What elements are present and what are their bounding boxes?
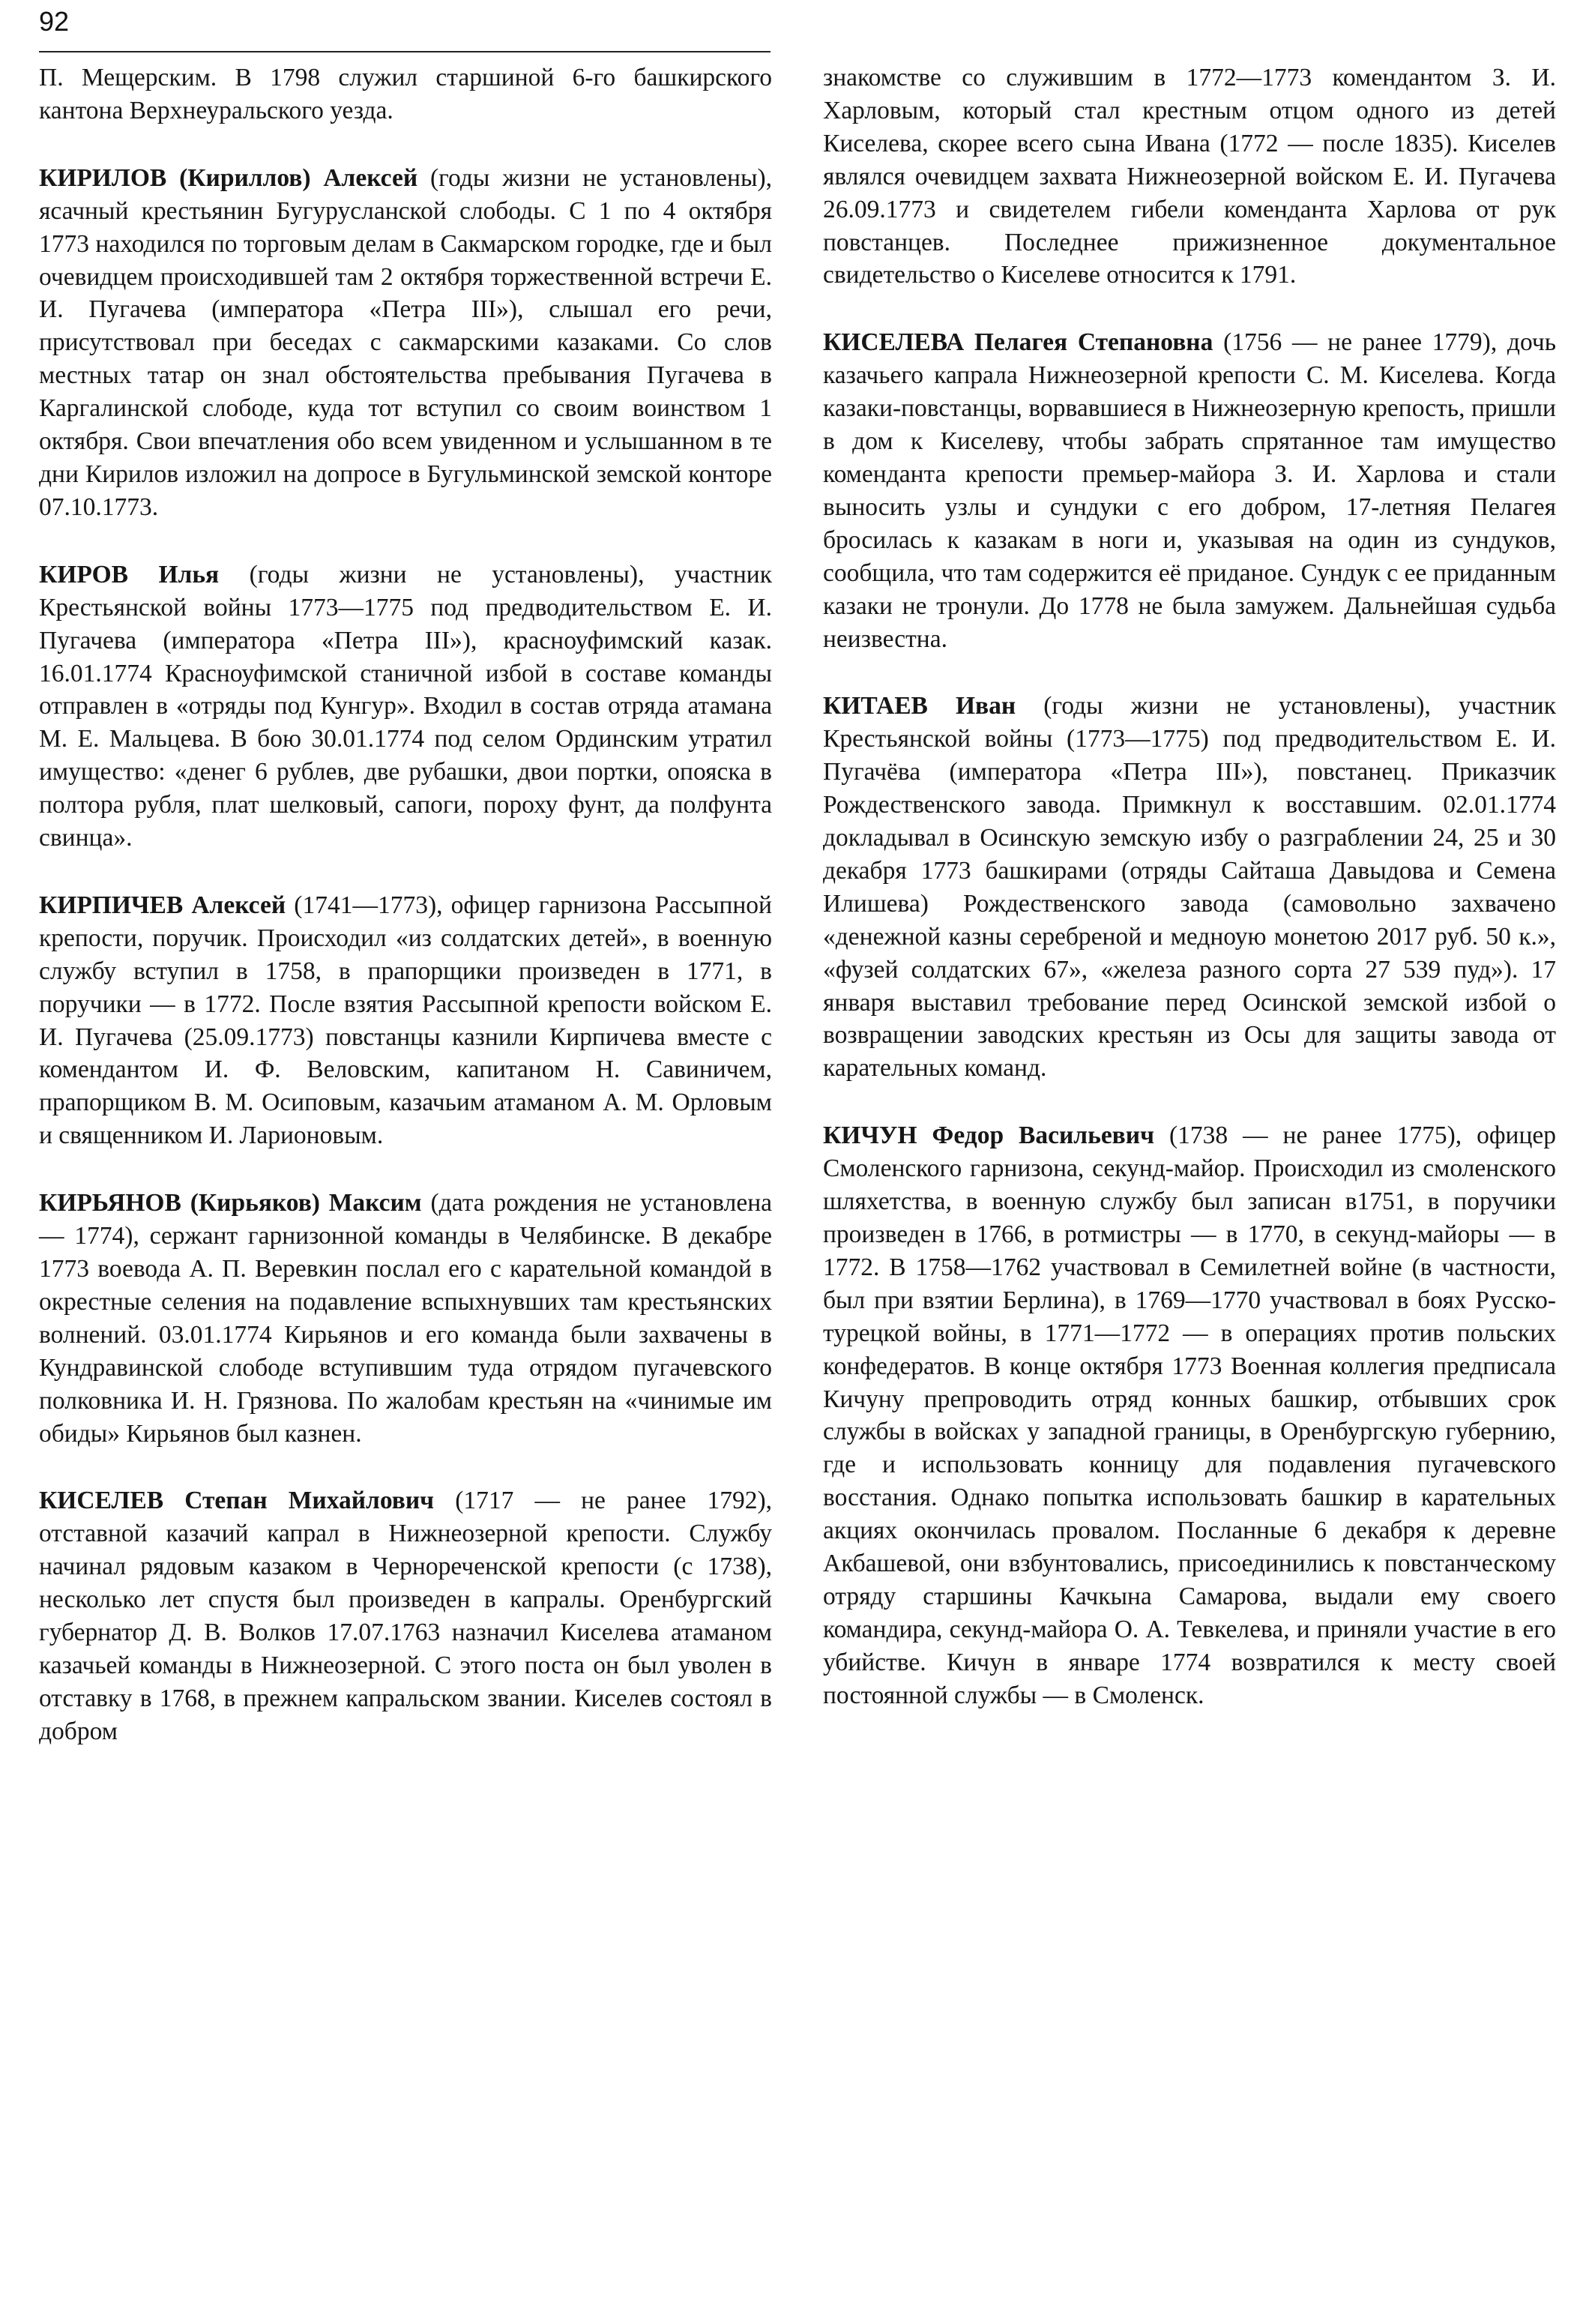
entry-headword: КИСЕЛЕВ Степан Михайлович — [39, 1487, 435, 1515]
entry-headword: КИРПИЧЕВ Алексей — [39, 891, 286, 919]
entry-text: (1738 — не ранее 1775), офицер Смоленского гарнизона, секунд-майор. Происходил из смоленского шляхетства, в военную службу был записан в1751, в поручики произведен в 1766, в ротмистры — в 1770, в секунд-майоры — в 1772. В 1758—1762 участвовал в Семилетней войне (в частности, был при взятии Берлина), в 1769—1770 участвовал в боях Русско-турецкой войны, в 1771—1772 — в операциях против польских конфедератов. В конце октября 1773 Военная коллегия предписала Кичуну препроводить отряд конных башкир, отбывших срок службы в войсках у западной границы, в Оренбургскую губернию, где и использовать конницу для подавления пугачевского восстания. Однако попытка использовать башкир в карательных акциях окончилась провалом. Посланные 6 декабря к деревне Акбашевой, они взбунтовались, присоединились к повстанческому отряду старшины Качкына Самарова, выдали ему своего командира, секунд-майора О. А. Тевкелева, и приняли участие в его убийстве. Кичун в январе 1774 возвратился к месту своей постоянной службы — в Смоленск. — [823, 1122, 1556, 1709]
entry-headword: КИЧУН Федор Васильевич — [823, 1122, 1154, 1150]
entry-text: знакомстве со служившим в 1772—1773 комендантом З. И. Харловым, который стал крестным отцом одного из детей Киселева, скорее всего сына Ивана (1772 — после 1835). Киселев являлся очевидцем захвата Нижнеозерной войском Е. И. Пугачева 26.09.1773 и свидетелем гибели коменданта Харлова от рук повстанцев. Последнее прижизненное документальное свидетельство о Киселеве относится к 1791. — [823, 64, 1556, 289]
entry-text: (1756 — не ранее 1779), дочь казачьего капрала Нижнеозерной крепости С. М. Киселева. Когда казаки-повстанцы, ворвавшиеся в Нижнеозерную крепость, пришли в дом к Киселеву, чтобы забрать спрятанное там имущество коменданта крепости премьер-майора З. И. Харлова и стали выносить узлы и сундуки с его добром, 17-летняя Пелагея бросилась к казакам в ноги и, указывая на один из сундуков, сообщила, что там содержится её приданое. Сундук с ее приданным казаки не тронули. До 1778 не была замужем. Дальнейшая судьба неизвестна. — [823, 328, 1556, 653]
entry-kirilov — [39, 162, 772, 524]
entry-text: (1741—1773), офицер гарнизона Рассыпной крепости, поручик. Происходил «из солдатских детей», в военную службу вступил в 1758, в прапорщики произведен в 1771, в поручики — в 1772. После взятия Рассыпной крепости войском Е. И. Пугачева (25.09.1773) повстанцы казнили Кирпичева вместе с комендантом И. Ф. Веловским, капитаном Н. Савиничем, прапорщиком В. М. Осиповым, казачьим атаманом А. М. Орловым и священником И. Ларионовым. — [39, 891, 772, 1150]
entry-kirov — [39, 559, 772, 855]
right-column — [823, 61, 1556, 1712]
page-number: 92 — [39, 6, 70, 37]
entry-kiselev — [39, 1484, 772, 1747]
header-rule — [39, 51, 771, 52]
entry-text: П. Мещерским. В 1798 служил старшиной 6-го башкирского кантона Верхнеуральского уезда. — [39, 64, 772, 124]
entry-kirpichev — [39, 889, 772, 1152]
left-column — [39, 61, 772, 1748]
entry-continuation — [823, 61, 1556, 292]
entry-headword: КИСЕЛЕВА Пелагея Степановна — [823, 328, 1213, 357]
entry-text: (годы жизни не установлены), участник Крестьянской войны 1773—1775 под предводительством Е. И. Пугачева (императора «Петра III»), красноуфимский казак. 16.01.1774 Красноуфимской станичной избой в составе команды отправлен в «отряды под Кунгур». Входил в состав отряда атамана М. Е. Мальцева. В бою 30.01.1774 под селом Ординским утратил имущество: «денег 6 рублев, две рубашки, двои портки, опояска в полтора рубля, плат шелковый, сапоги, пороху фунт, да полфунта свинца». — [39, 560, 772, 852]
entry-text: (годы жизни не установлены), участник Крестьянской войны (1773—1775) под предводительством Е. И. Пугачёва (императора «Петра III»), повстанец. Приказчик Рождественского завода. Примкнул к восставшим. 02.01.1774 докладывал в Осинскую земскую избу о разграблении 24, 25 и 30 декабря 1773 башкирами (отряды Сайташа Давыдова и Семена Илишева) Рождественского завода (самовольно захвачено «денежной казны серебреной и медноую монетою 2017 руб. 50 к.», «фузей солдатских 67», «железа разного сорта 27 539 пуд»). 17 января выставил требование перед Осинской земской избой о возвращении заводских крестьян из Осы для защиты завода от карательных команд. — [823, 692, 1556, 1083]
entry-kitaev — [823, 690, 1556, 1085]
entry-headword: КИТАЕВ Иван — [823, 692, 1016, 720]
entry-kiryanov — [39, 1187, 772, 1450]
entry-text: (1717 — не ранее 1792), отставной казачий капрал в Нижнеозерной крепости. Службу начинал рядовым казаком в Чернореченской крепости (с 1738), несколько лет спустя был произведен в капралы. Оренбургский губернатор Д. В. Волков 17.07.1763 назначил Киселева атаманом казачьей команды в Нижнеозерной. С этого поста он был уволен в отставку в 1768, в прежнем капральском звании. Киселев состоял в добром — [39, 1487, 772, 1745]
entry-kichun — [823, 1119, 1556, 1712]
entry-text: (дата рождения не установлена — 1774), сержант гарнизонной команды в Челябинске. В декабре 1773 воевода А. П. Веревкин послал его с карательной командой в окрестные селения на подавление вспыхнувших там крестьянских волнений. 03.01.1774 Кирьянов и его команда были захвачены в Кундравинской слободе вступившим туда отрядом пугачевского полковника И. Н. Грязнова. По жалобам крестьян на «чинимые им обиды» Кирьянов был казнен. — [39, 1189, 772, 1448]
entry-headword: КИРИЛОВ (Кириллов) Алексей — [39, 163, 418, 192]
entry-continuation — [39, 61, 772, 127]
entry-headword: КИРЬЯНОВ (Кирьяков) Максим — [39, 1189, 422, 1217]
entry-text: (годы жизни не установлены), ясачный крестьянин Бугурусланской слободы. С 1 по 4 октября 1773 находился по торговым делам в Сакмарском городке, где и был очевидцем происходившей там 2 октября торжественной встречи Е. И. Пугачева (императора «Петра III»), слышал его речи, присутствовал при беседах с сакмарскими казаками. Со слов местных татар он знал обстоятельства пребывания Пугачева в Каргалинской слободе, куда тот вступил со своим воинством 1 октября. Свои впечатления обо всем увиденном и услышанном в те дни Кирилов изложил на допросе в Бугульминской земской конторе 07.10.1773. — [39, 163, 772, 521]
entry-kiseleva — [823, 326, 1556, 655]
entry-headword: КИРОВ Илья — [39, 560, 220, 588]
